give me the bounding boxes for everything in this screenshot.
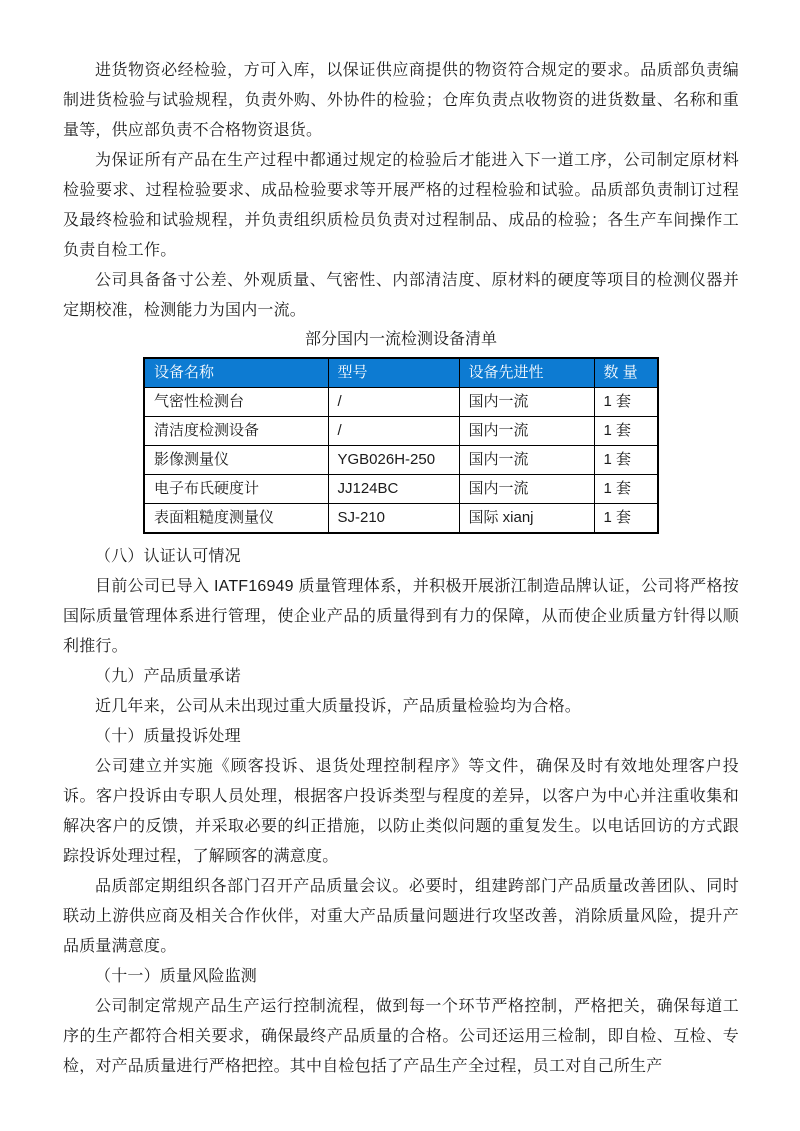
heading-section-10-complaint-handling: （十）质量投诉处理 (95, 728, 241, 745)
paragraph-quality-meetings: 品质部定期组织各部门召开产品质量会议。必要时，组建跨部门产品质量改善团队、同时联动上游供应商及相关合作伙伴，对重大产品质量问题进行攻坚改善，消除质量风险，提升产品质量满意度。 (63, 878, 739, 955)
paragraph-quality-commitment: 近几年来，公司从未出现过重大质量投诉，产品质量检验均为合格。 (95, 698, 582, 715)
page-content (63, 56, 739, 1082)
cell-equipment-name: 表面粗糙度测量仪 (144, 504, 328, 534)
cell-model: / (328, 417, 459, 446)
column-header-equipment-name: 设备名称 (144, 358, 328, 388)
paragraph-certification-status: 目前公司已导入 IATF16949 质量管理体系，并积极开展浙江制造品牌认证，公司将严格按国际质量管理体系进行管理，使企业产品的质量得到有力的保障，从而使企业质量方针得以顺利推行。 (63, 578, 739, 655)
cell-model: / (328, 388, 459, 417)
heading-section-11-risk-monitoring: （十一）质量风险监测 (95, 968, 258, 985)
table-row (144, 475, 658, 504)
paragraph-incoming-inspection: 进货物资必经检验，方可入库，以保证供应商提供的物资符合规定的要求。品质部负责编制进货检验与试验规程，负责外购、外协件的检验；仓库负责点收物资的进货数量、名称和重量等，供应部负责不合格物资退货。 (63, 62, 739, 139)
table-header-row (144, 358, 658, 388)
cell-equipment-name: 电子布氏硬度计 (144, 475, 328, 504)
testing-equipment-table (143, 357, 659, 534)
cell-advancement: 国内一流 (459, 475, 594, 504)
cell-equipment-name: 气密性检测台 (144, 388, 328, 417)
cell-equipment-name: 影像测量仪 (144, 446, 328, 475)
table-row (144, 504, 658, 534)
cell-model: YGB026H-250 (328, 446, 459, 475)
column-header-model: 型号 (328, 358, 459, 388)
paragraph-testing-capability: 公司具备备寸公差、外观质量、气密性、内部清洁度、原材料的硬度等项目的检测仪器并定期校准，检测能力为国内一流。 (63, 272, 739, 319)
table-row (144, 446, 658, 475)
column-header-advancement: 设备先进性 (459, 358, 594, 388)
cell-quantity: 1 套 (594, 417, 658, 446)
paragraph-complaint-handling: 公司建立并实施《顾客投诉、退货处理控制程序》等文件，确保及时有效地处理客户投诉。客户投诉由专职人员处理，根据客户投诉类型与程度的差异，以客户为中心并注重收集和解决客户的反馈，并采取必要的纠正措施，以防止类似问题的重复发生。以电话回访的方式跟踪投诉处理过程，了解顾客的满意度。 (63, 758, 739, 865)
cell-advancement: 国内一流 (459, 388, 594, 417)
cell-advancement: 国内一流 (459, 417, 594, 446)
table-caption: 部分国内一流检测设备清单 (304, 331, 497, 348)
heading-section-9-quality-commitment: （九）产品质量承诺 (95, 668, 241, 685)
cell-equipment-name: 清洁度检测设备 (144, 417, 328, 446)
heading-section-8-certification: （八）认证认可情况 (95, 548, 241, 565)
cell-quantity: 1 套 (594, 504, 658, 534)
column-header-quantity: 数 量 (594, 358, 658, 388)
table-row (144, 417, 658, 446)
cell-model: SJ-210 (328, 504, 459, 534)
cell-advancement: 国际 xianj (459, 504, 594, 534)
paragraph-risk-monitoring: 公司制定常规产品生产运行控制流程，做到每一个环节严格控制，严格把关，确保每道工序的生产都符合相关要求，确保最终产品质量的合格。公司还运用三检制，即自检、互检、专检，对产品质量进行严格把控。其中自检包括了产品生产全过程，员工对自己所生产 (63, 998, 739, 1075)
table-row (144, 388, 658, 417)
cell-quantity: 1 套 (594, 475, 658, 504)
cell-quantity: 1 套 (594, 446, 658, 475)
cell-quantity: 1 套 (594, 388, 658, 417)
paragraph-process-inspection: 为保证所有产品在生产过程中都通过规定的检验后才能进入下一道工序，公司制定原材料检验要求、过程检验要求、成品检验要求等开展严格的过程检验和试验。品质部负责制订过程及最终检验和试验规程，并负责组织质检员负责对过程制品、成品的检验；各生产车间操作工负责自检工作。 (63, 152, 739, 259)
cell-model: JJ124BC (328, 475, 459, 504)
cell-advancement: 国内一流 (459, 446, 594, 475)
